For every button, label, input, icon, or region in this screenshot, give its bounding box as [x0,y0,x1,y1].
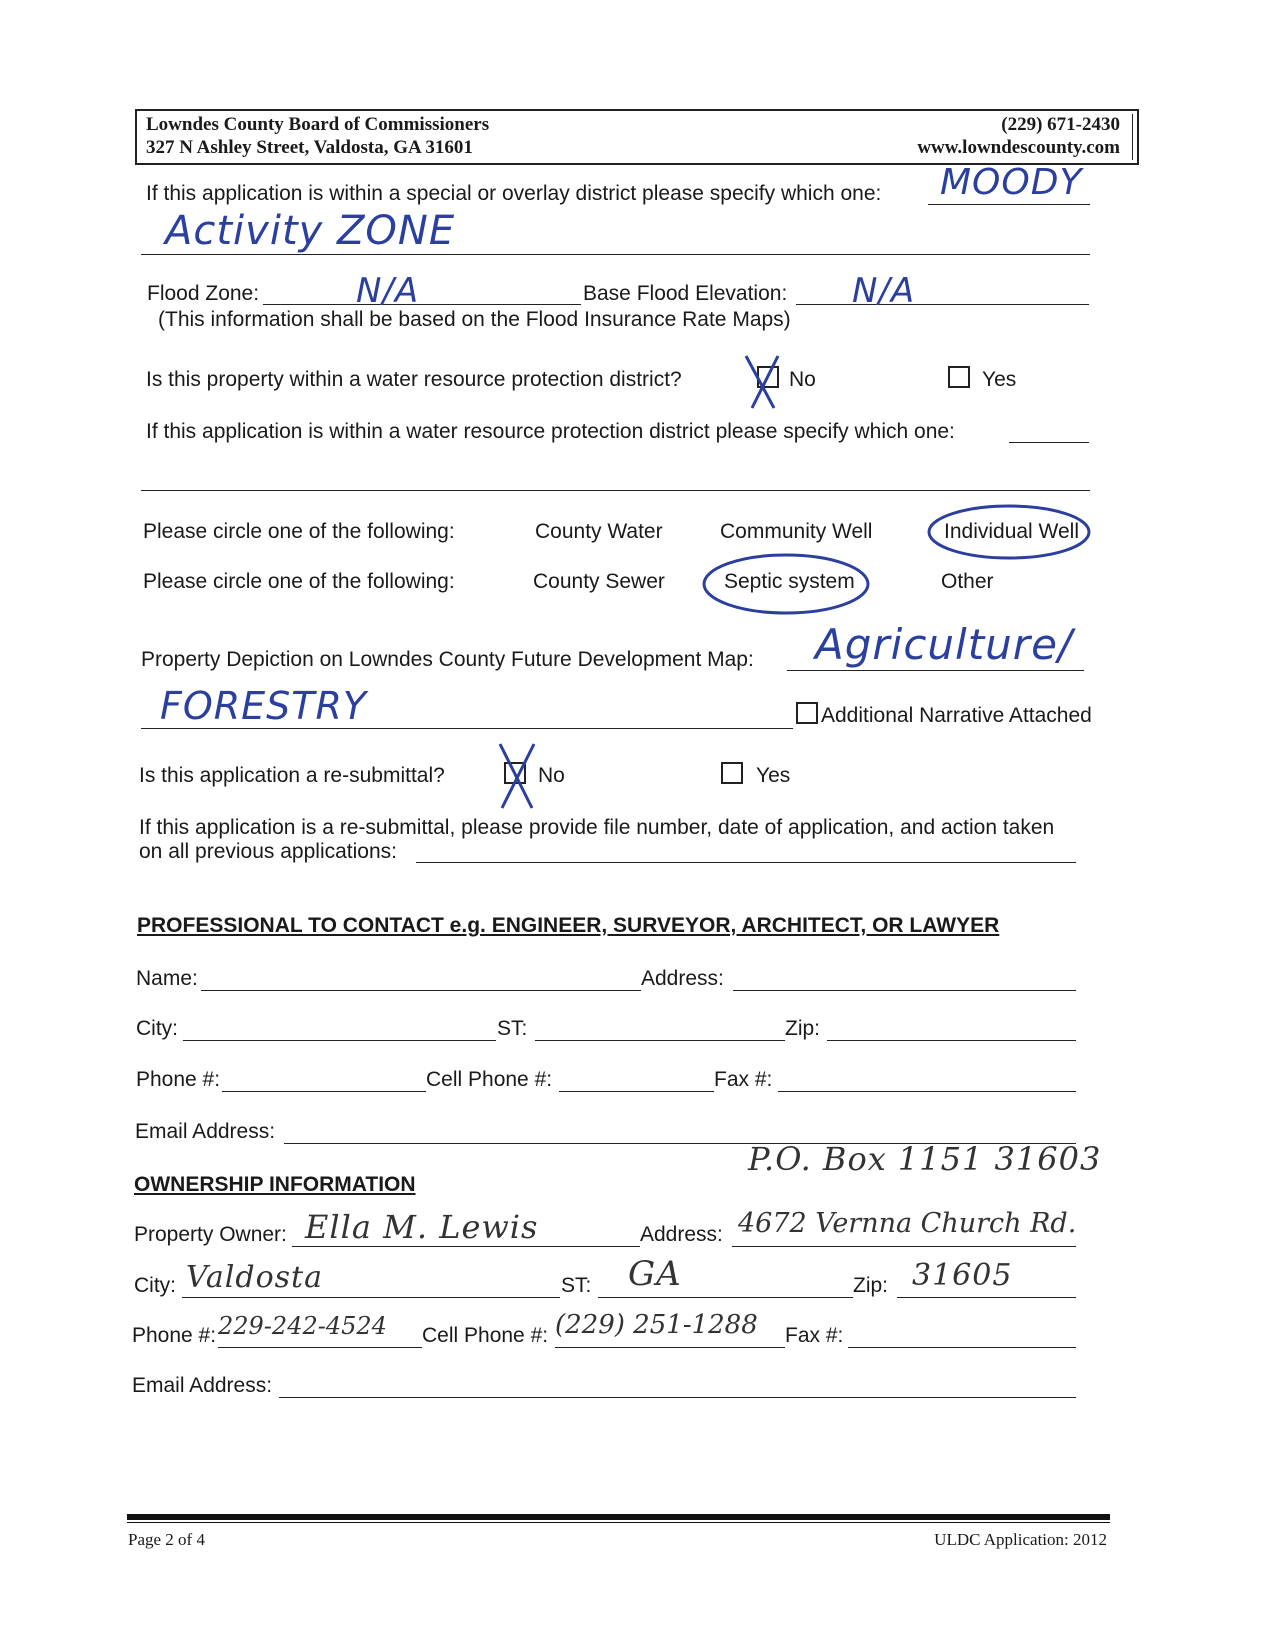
resubmittal-yes-checkbox[interactable] [721,762,743,784]
owner-cell-line [555,1347,785,1348]
professional-name-field[interactable] [201,990,641,991]
water-district-specify-line-2 [141,490,1090,491]
professional-phone-label: Phone #: [136,1068,221,1091]
professional-heading: PROFESSIONAL TO CONTACT e.g. ENGINEER, SURVEYOR, ARCHITECT, OR LAWYER [137,914,1000,937]
footer-doc: ULDC Application: 2012 [934,1530,1107,1549]
owner-fax-label: Fax #: [785,1324,844,1347]
water-district-no-label: No [789,368,816,391]
overlay-line-2 [141,254,1090,255]
owner-cell-value: (229) 251-1288 [555,1310,758,1340]
overlay-line-1 [928,204,1090,205]
overlay-value-1: MOODY [940,162,1083,203]
professional-address-field[interactable] [733,990,1076,991]
owner-address-label: Address: [640,1223,723,1246]
owner-po-box: P.O. Box 1151 31603 [748,1140,1102,1178]
owner-address-value: 4672 Vernna Church Rd. [738,1208,1077,1239]
owner-zip-line [897,1297,1076,1298]
water-option-individual[interactable]: Individual Well [944,520,1080,543]
sewer-option-county[interactable]: County Sewer [533,570,665,593]
base-flood-label: Base Flood Elevation: [583,282,788,305]
org-name: Lowndes County Board of Commissioners [146,114,490,135]
x-mark-icon [492,740,542,812]
owner-name-line [292,1246,640,1247]
water-district-specify-label: If this application is within a water resource protection district please specify which one: [146,420,955,443]
flood-note: (This information shall be based on the Flood Insurance Rate Maps) [158,308,791,331]
x-mark-icon [740,352,786,412]
professional-city-field[interactable] [183,1040,496,1041]
ownership-heading: OWNERSHIP INFORMATION [134,1173,416,1196]
professional-cell-field[interactable] [559,1091,714,1092]
footer-page: Page 2 of 4 [128,1530,205,1549]
owner-email-label: Email Address: [132,1374,273,1397]
org-address: 327 N Ashley Street, Valdosta, GA 31601 [146,137,473,158]
resubmittal-yes-label: Yes [756,764,791,787]
owner-address-line [732,1246,1076,1247]
org-website: www.lowndescounty.com [917,137,1120,158]
owner-st-line [598,1297,853,1298]
professional-email-label: Email Address: [135,1120,276,1143]
future-dev-line-2 [141,728,793,729]
owner-zip-value: 31605 [912,1258,1013,1293]
base-flood-line [796,304,1089,305]
footer-rule-thin [127,1522,1110,1523]
sewer-option-septic[interactable]: Septic system [724,570,855,593]
resubmittal-details-line [416,862,1076,863]
water-district-yes-label: Yes [982,368,1017,391]
flood-zone-line [263,304,581,305]
owner-phone-label: Phone #: [132,1324,217,1347]
sewer-option-other[interactable]: Other [941,570,994,593]
owner-phone-line [218,1347,422,1348]
professional-st-field[interactable] [535,1040,785,1041]
owner-name-label: Property Owner: [134,1223,287,1246]
water-option-community[interactable]: Community Well [720,520,873,543]
professional-fax-label: Fax #: [714,1068,773,1091]
resubmittal-details-1: If this application is a re-submittal, please provide file number, date of application, and action taken [139,816,1055,839]
future-dev-label: Property Depiction on Lowndes County Future Development Map: [141,648,754,671]
resubmittal-no-label: No [538,764,565,787]
professional-zip-label: Zip: [785,1017,821,1040]
sewer-circle-label: Please circle one of the following: [143,570,455,593]
owner-phone-value: 229-242-4524 [218,1312,387,1340]
professional-cell-label: Cell Phone #: [426,1068,553,1091]
selection-circle-icon [925,500,1093,562]
owner-email-field[interactable] [279,1397,1076,1398]
owner-st-label: ST: [561,1274,592,1297]
narrative-checkbox[interactable] [796,702,818,724]
resubmittal-question: Is this application a re-submittal? [139,764,445,787]
water-option-county[interactable]: County Water [535,520,663,543]
owner-fax-field[interactable] [848,1347,1076,1348]
narrative-label: Additional Narrative Attached [821,704,1092,727]
professional-name-label: Name: [136,967,198,990]
professional-address-label: Address: [641,967,724,990]
owner-st-value: GA [628,1254,682,1294]
owner-city-value: Valdosta [186,1260,323,1295]
org-phone: (229) 671-2430 [1001,114,1120,135]
water-circle-label: Please circle one of the following: [143,520,455,543]
future-dev-value-1: Agriculture/ [815,620,1074,669]
overlay-label: If this application is within a special or overlay district please specify which one: [146,182,882,205]
water-district-question: Is this property within a water resource protection district? [146,368,682,391]
professional-city-label: City: [136,1017,178,1040]
professional-st-label: ST: [497,1017,528,1040]
water-district-specify-line [1009,442,1089,443]
professional-fax-field[interactable] [778,1091,1076,1092]
selection-circle-icon [700,550,872,618]
future-dev-line-1 [787,670,1084,671]
flood-zone-label: Flood Zone: [147,282,260,305]
professional-zip-field[interactable] [827,1040,1076,1041]
flood-zone-value: N/A [356,271,420,311]
base-flood-value: N/A [852,271,916,311]
owner-cell-label: Cell Phone #: [422,1324,549,1347]
owner-city-label: City: [134,1274,176,1297]
footer-rule [127,1514,1110,1520]
professional-phone-field[interactable] [222,1091,426,1092]
overlay-value-2: Activity ZONE [165,208,456,254]
owner-zip-label: Zip: [853,1274,889,1297]
owner-city-line [182,1297,560,1298]
water-district-yes-checkbox[interactable] [948,366,970,388]
resubmittal-details-2: on all previous applications: [139,840,397,863]
future-dev-value-2: FORESTRY [160,684,368,728]
owner-name-value: Ella M. Lewis [305,1208,539,1246]
